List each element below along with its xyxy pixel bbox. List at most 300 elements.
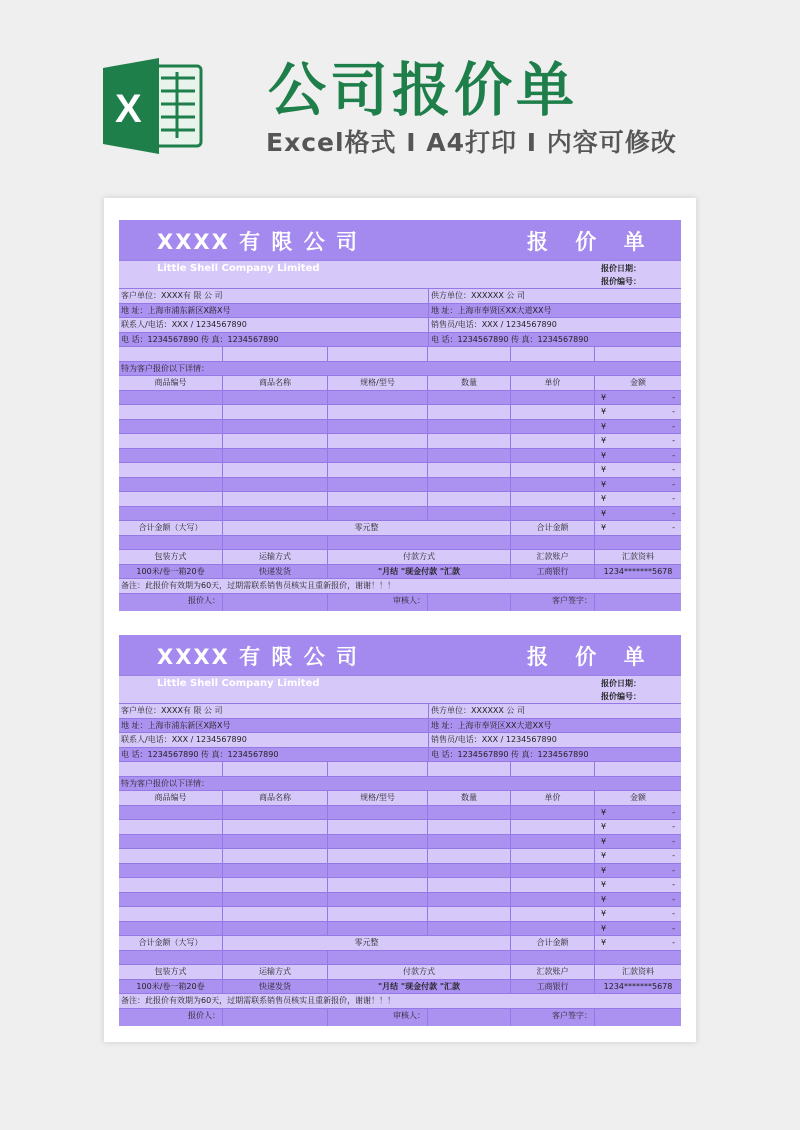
- col-header: 数量: [428, 376, 511, 390]
- quoter-signature[interactable]: [223, 1009, 328, 1026]
- amount-value: -: [672, 436, 675, 445]
- cell[interactable]: [223, 449, 328, 463]
- cell[interactable]: [328, 835, 428, 849]
- currency-symbol: ¥: [601, 880, 607, 889]
- total-amount[interactable]: [595, 521, 681, 535]
- currency-symbol: ¥: [601, 436, 607, 445]
- cell[interactable]: [223, 806, 328, 820]
- cell[interactable]: [328, 391, 428, 405]
- cell[interactable]: [428, 434, 511, 448]
- intro-row: [119, 361, 681, 376]
- cell[interactable]: [119, 434, 223, 448]
- cell[interactable]: [428, 492, 511, 506]
- table-row: [119, 863, 681, 878]
- company-title: XXXX 有 限 公 司: [157, 645, 360, 669]
- amount-value: -: [672, 392, 675, 402]
- amount-value: -: [672, 894, 675, 904]
- cell[interactable]: [119, 492, 223, 506]
- amount-cell[interactable]: [595, 820, 681, 834]
- pay-header: 汇款账户: [511, 550, 595, 564]
- cell[interactable]: [223, 922, 328, 936]
- total-label-2: 合计金额: [511, 936, 595, 950]
- signature-row: [119, 1008, 681, 1026]
- cell[interactable]: [428, 507, 511, 521]
- cell[interactable]: [511, 951, 595, 965]
- amount-cell[interactable]: [595, 806, 681, 820]
- col-header: 商品名称: [223, 376, 328, 390]
- amount-value: -: [672, 494, 675, 503]
- amount-cell[interactable]: [595, 434, 681, 448]
- quote-sheet-1: [119, 220, 681, 611]
- sheet-title-bar: [119, 220, 681, 260]
- quoter-signature[interactable]: [223, 594, 328, 611]
- amount-cell[interactable]: [595, 507, 681, 521]
- empty-row: [119, 950, 681, 965]
- cell[interactable]: [119, 893, 223, 907]
- cell[interactable]: [328, 762, 428, 776]
- remark-row: [119, 578, 681, 593]
- cell[interactable]: [428, 463, 511, 477]
- info-row: [119, 718, 681, 733]
- amount-cell[interactable]: [595, 864, 681, 878]
- cell[interactable]: [428, 864, 511, 878]
- cell[interactable]: [328, 347, 428, 361]
- table-row: [119, 877, 681, 892]
- cell[interactable]: [223, 507, 328, 521]
- cell[interactable]: [428, 922, 511, 936]
- intro-text: 特为客户报价以下详情：: [121, 778, 209, 788]
- cell[interactable]: [119, 907, 223, 921]
- amount-cell[interactable]: [595, 492, 681, 506]
- amount-value: -: [672, 836, 675, 846]
- currency-symbol: ¥: [601, 523, 607, 532]
- amount-value: -: [672, 865, 675, 875]
- amount-value: -: [672, 407, 675, 416]
- cell[interactable]: [119, 820, 223, 834]
- cell[interactable]: [511, 922, 595, 936]
- col-header: 数量: [428, 791, 511, 805]
- supplier-address[interactable]: 地 址：上海市奉贤区XX大道XX号: [431, 720, 552, 730]
- table-row: [119, 892, 681, 907]
- col-header: 金额: [630, 378, 646, 387]
- cell[interactable]: [223, 434, 328, 448]
- cell[interactable]: [511, 820, 595, 834]
- col-header: 商品名称: [223, 791, 328, 805]
- cell[interactable]: [428, 391, 511, 405]
- company-title: XXXX 有 限 公 司: [157, 230, 360, 254]
- customer-address[interactable]: 地 址：上海市浦东新区X路X号: [119, 719, 429, 733]
- cell[interactable]: [119, 507, 223, 521]
- cell[interactable]: [428, 893, 511, 907]
- reviewer-label: 审核人：: [328, 594, 428, 611]
- cell[interactable]: [428, 762, 511, 776]
- packaging-value[interactable]: 100米/卷一箱20卷: [119, 565, 223, 579]
- payment-method-value[interactable]: "月结 "现金付款 "汇款: [328, 565, 511, 579]
- cell[interactable]: [328, 951, 511, 965]
- customer-phone[interactable]: 电 话：1234567890 传 真：1234567890: [119, 748, 429, 762]
- cell[interactable]: [328, 478, 428, 492]
- cell[interactable]: [223, 478, 328, 492]
- cell[interactable]: [511, 391, 595, 405]
- cell[interactable]: [223, 951, 328, 965]
- cell[interactable]: [119, 536, 223, 550]
- cell[interactable]: [119, 951, 223, 965]
- cell[interactable]: [328, 806, 428, 820]
- quote-no-label: 报价编号：: [601, 277, 641, 286]
- cell[interactable]: [328, 507, 428, 521]
- intro-row: [119, 776, 681, 791]
- table-row: [119, 433, 681, 448]
- bank-value[interactable]: 工商银行: [511, 980, 595, 994]
- cell[interactable]: [511, 405, 595, 419]
- remark-row: [119, 993, 681, 1008]
- pay-header: 包装方式: [119, 550, 223, 564]
- cell[interactable]: [328, 820, 428, 834]
- amount-value: -: [672, 465, 675, 474]
- empty-row: [119, 346, 681, 361]
- currency-symbol: ¥: [601, 450, 607, 460]
- col-header: 单价: [511, 376, 595, 390]
- salesperson[interactable]: 销售员/电话：XXX / 1234567890: [431, 320, 557, 329]
- cell[interactable]: [119, 449, 223, 463]
- table-row: [119, 506, 681, 521]
- cell[interactable]: [428, 820, 511, 834]
- currency-symbol: ¥: [601, 807, 607, 817]
- payment-header-row: [119, 549, 681, 564]
- currency-symbol: ¥: [601, 822, 607, 831]
- cell[interactable]: [223, 762, 328, 776]
- table-row: [119, 921, 681, 936]
- shipping-value[interactable]: 快递发货: [223, 980, 328, 994]
- amount-cell[interactable]: [595, 849, 681, 863]
- amount-value: -: [672, 851, 675, 860]
- cell[interactable]: [119, 405, 223, 419]
- pay-header: 付款方式: [328, 550, 511, 564]
- cell[interactable]: [223, 536, 328, 550]
- english-name-bar: [119, 260, 681, 288]
- item-rows: [119, 390, 681, 521]
- cell[interactable]: [595, 951, 681, 965]
- cell[interactable]: [223, 420, 328, 434]
- amount-value: -: [672, 938, 675, 947]
- excel-icon: [103, 58, 203, 154]
- cell[interactable]: [428, 478, 511, 492]
- info-row: [119, 703, 681, 718]
- cell[interactable]: [119, 463, 223, 477]
- remark-text: 备注：此报价有效期为60天，过期需联系销售员核实且重新报价，谢谢！！！: [121, 581, 396, 590]
- amount-cell[interactable]: [595, 463, 681, 477]
- table-row: [119, 462, 681, 477]
- amount-cell[interactable]: [595, 893, 681, 907]
- total-amount[interactable]: [595, 936, 681, 950]
- cell[interactable]: [119, 849, 223, 863]
- cell[interactable]: [328, 922, 428, 936]
- cell[interactable]: [328, 463, 428, 477]
- supplier-address[interactable]: 地 址：上海市奉贤区XX大道XX号: [431, 305, 552, 315]
- table-row: [119, 491, 681, 506]
- cell[interactable]: [223, 463, 328, 477]
- cell[interactable]: [328, 849, 428, 863]
- table-row: [119, 906, 681, 921]
- shipping-value[interactable]: 快递发货: [223, 565, 328, 579]
- amount-cell[interactable]: [595, 478, 681, 492]
- cell[interactable]: [223, 347, 328, 361]
- info-row: [119, 332, 681, 347]
- col-header: 商品编号: [119, 376, 223, 390]
- cell[interactable]: [511, 507, 595, 521]
- payment-method-value[interactable]: "月结 "现金付款 "汇款: [328, 980, 511, 994]
- total-row: [119, 520, 681, 535]
- cell[interactable]: [223, 820, 328, 834]
- cell[interactable]: [428, 347, 511, 361]
- remark-text: 备注：此报价有效期为60天，过期需联系销售员核实且重新报价，谢谢！！！: [121, 996, 396, 1005]
- payment-value-row: [119, 979, 681, 994]
- amount-value: -: [672, 523, 675, 532]
- cell[interactable]: [328, 449, 428, 463]
- info-row: [119, 732, 681, 747]
- currency-symbol: ¥: [601, 407, 607, 416]
- client-signature[interactable]: [595, 594, 681, 611]
- english-company-name: Little Shell Company Limited: [157, 263, 320, 274]
- cell[interactable]: [511, 449, 595, 463]
- table-row: [119, 390, 681, 405]
- column-header-row: [119, 375, 681, 390]
- page-title: 公司报价单: [268, 56, 579, 124]
- total-label: 合计金额（大写）: [119, 521, 223, 535]
- currency-symbol: ¥: [601, 894, 607, 904]
- col-header: 商品编号: [119, 791, 223, 805]
- table-row: [119, 805, 681, 820]
- amount-value: -: [672, 508, 675, 518]
- cell[interactable]: [328, 907, 428, 921]
- cell[interactable]: [223, 492, 328, 506]
- cell[interactable]: [223, 893, 328, 907]
- cell[interactable]: [428, 405, 511, 419]
- amount-cell[interactable]: [595, 449, 681, 463]
- cell[interactable]: [511, 463, 595, 477]
- cell[interactable]: [223, 864, 328, 878]
- sheet-title-bar: [119, 635, 681, 675]
- table-row: [119, 834, 681, 849]
- account-value[interactable]: 1234*******5678: [603, 981, 673, 991]
- pay-header: 运输方式: [223, 550, 328, 564]
- cell[interactable]: [511, 492, 595, 506]
- cell[interactable]: [119, 420, 223, 434]
- cell[interactable]: [119, 347, 223, 361]
- amount-cell[interactable]: [595, 420, 681, 434]
- cell[interactable]: [119, 864, 223, 878]
- supplier-unit[interactable]: 供方单位：XXXXXX 公 司: [431, 291, 525, 300]
- total-label-2: 合计金额: [511, 521, 595, 535]
- cell[interactable]: [428, 420, 511, 434]
- pay-header: 运输方式: [223, 965, 328, 979]
- table-row: [119, 419, 681, 434]
- payment-value-row: [119, 564, 681, 579]
- payment-header-row: [119, 964, 681, 979]
- customer-contact[interactable]: 联系人/电话：XXX / 1234567890: [119, 733, 429, 747]
- currency-symbol: ¥: [601, 923, 607, 933]
- cell[interactable]: [511, 536, 595, 550]
- amount-value: -: [672, 479, 675, 489]
- cell[interactable]: [511, 893, 595, 907]
- salesperson[interactable]: 销售员/电话：XXX / 1234567890: [431, 735, 557, 744]
- cell[interactable]: [428, 849, 511, 863]
- cell[interactable]: [223, 907, 328, 921]
- cell[interactable]: [328, 492, 428, 506]
- cell[interactable]: [428, 806, 511, 820]
- doc-title: 报 价 单: [527, 645, 655, 669]
- amount-cell[interactable]: [595, 922, 681, 936]
- customer-unit[interactable]: 客户单位：XXXX有 限 公 司: [119, 704, 429, 718]
- bank-value[interactable]: 工商银行: [511, 565, 595, 579]
- amount-value: -: [672, 822, 675, 831]
- amount-cell[interactable]: [595, 835, 681, 849]
- packaging-value[interactable]: 100米/卷一箱20卷: [119, 980, 223, 994]
- total-words[interactable]: 零元整: [223, 521, 511, 535]
- col-header: 规格/型号: [328, 376, 428, 390]
- total-words[interactable]: 零元整: [223, 936, 511, 950]
- cell[interactable]: [511, 907, 595, 921]
- currency-symbol: ¥: [601, 909, 607, 918]
- client-sign-label: 客户签字：: [511, 1009, 595, 1026]
- info-row: [119, 747, 681, 762]
- cell[interactable]: [119, 922, 223, 936]
- pay-header: 汇款账户: [511, 965, 595, 979]
- cell[interactable]: [595, 762, 681, 776]
- cell[interactable]: [428, 878, 511, 892]
- cell[interactable]: [511, 878, 595, 892]
- currency-symbol: ¥: [601, 465, 607, 474]
- cell[interactable]: [511, 849, 595, 863]
- cell[interactable]: [511, 434, 595, 448]
- amount-value: -: [672, 909, 675, 918]
- quote-date-label: 报价日期：: [601, 679, 641, 688]
- customer-contact[interactable]: 联系人/电话：XXX / 1234567890: [119, 318, 429, 332]
- empty-row: [119, 535, 681, 550]
- cell[interactable]: [328, 893, 428, 907]
- total-row: [119, 935, 681, 950]
- col-header: 金额: [630, 793, 646, 802]
- cell[interactable]: [511, 864, 595, 878]
- cell[interactable]: [328, 420, 428, 434]
- table-row: [119, 819, 681, 834]
- cell[interactable]: [119, 391, 223, 405]
- customer-address[interactable]: 地 址：上海市浦东新区X路X号: [119, 304, 429, 318]
- supplier-unit[interactable]: 供方单位：XXXXXX 公 司: [431, 706, 525, 715]
- customer-phone[interactable]: 电 话：1234567890 传 真：1234567890: [119, 333, 429, 347]
- client-sign-label: 客户签字：: [511, 594, 595, 611]
- amount-cell[interactable]: [595, 907, 681, 921]
- currency-symbol: ¥: [601, 508, 607, 518]
- cell[interactable]: [328, 864, 428, 878]
- quote-no-label: 报价编号：: [601, 692, 641, 701]
- cell[interactable]: [328, 434, 428, 448]
- quoter-label: 报价人：: [119, 1009, 223, 1026]
- table-row: [119, 848, 681, 863]
- col-header: 规格/型号: [328, 791, 428, 805]
- amount-value: -: [672, 880, 675, 889]
- cell[interactable]: [595, 536, 681, 550]
- empty-row: [119, 761, 681, 776]
- pay-header: 汇款资料: [622, 967, 654, 976]
- cell[interactable]: [223, 849, 328, 863]
- cell[interactable]: [119, 762, 223, 776]
- quoter-label: 报价人：: [119, 594, 223, 611]
- cell[interactable]: [328, 536, 511, 550]
- cell[interactable]: [119, 878, 223, 892]
- currency-symbol: ¥: [601, 479, 607, 489]
- table-row: [119, 477, 681, 492]
- cell[interactable]: [119, 478, 223, 492]
- amount-cell[interactable]: [595, 878, 681, 892]
- cell[interactable]: [119, 835, 223, 849]
- quote-sheet-2: [119, 635, 681, 1026]
- reviewer-signature[interactable]: [428, 594, 511, 611]
- cell[interactable]: [328, 878, 428, 892]
- cell[interactable]: [511, 420, 595, 434]
- cell[interactable]: [511, 762, 595, 776]
- amount-cell[interactable]: [595, 391, 681, 405]
- cell[interactable]: [328, 405, 428, 419]
- amount-value: -: [672, 923, 675, 933]
- table-row: [119, 404, 681, 419]
- account-value[interactable]: 1234*******5678: [603, 566, 673, 576]
- signature-row: [119, 593, 681, 611]
- currency-symbol: ¥: [601, 392, 607, 402]
- cell[interactable]: [511, 835, 595, 849]
- supplier-phone[interactable]: 电 话：1234567890 传 真：1234567890: [431, 334, 589, 344]
- currency-symbol: ¥: [601, 851, 607, 860]
- supplier-phone[interactable]: 电 话：1234567890 传 真：1234567890: [431, 749, 589, 759]
- cell[interactable]: [223, 391, 328, 405]
- intro-text: 特为客户报价以下详情：: [121, 363, 209, 373]
- column-header-row: [119, 790, 681, 805]
- cell[interactable]: [511, 806, 595, 820]
- english-company-name: Little Shell Company Limited: [157, 678, 320, 689]
- cell[interactable]: [223, 878, 328, 892]
- amount-value: -: [672, 421, 675, 431]
- table-row: [119, 448, 681, 463]
- reviewer-label: 审核人：: [328, 1009, 428, 1026]
- info-row: [119, 288, 681, 303]
- amount-value: -: [672, 807, 675, 817]
- pay-header: 包装方式: [119, 965, 223, 979]
- pay-header: 汇款资料: [622, 552, 654, 561]
- currency-symbol: ¥: [601, 494, 607, 503]
- page-subtitle: Excel格式 I A4打印 I 内容可修改: [266, 128, 677, 157]
- cell[interactable]: [595, 347, 681, 361]
- cell[interactable]: [511, 347, 595, 361]
- currency-symbol: ¥: [601, 421, 607, 431]
- cell[interactable]: [511, 478, 595, 492]
- cell[interactable]: [223, 835, 328, 849]
- cell[interactable]: [223, 405, 328, 419]
- info-row: [119, 303, 681, 318]
- pay-header: 付款方式: [328, 965, 511, 979]
- currency-symbol: ¥: [601, 865, 607, 875]
- reviewer-signature[interactable]: [428, 1009, 511, 1026]
- cell[interactable]: [428, 449, 511, 463]
- amount-cell[interactable]: [595, 405, 681, 419]
- item-rows: [119, 805, 681, 936]
- cell[interactable]: [428, 907, 511, 921]
- cell[interactable]: [119, 806, 223, 820]
- cell[interactable]: [428, 835, 511, 849]
- currency-symbol: ¥: [601, 938, 607, 947]
- english-name-bar: [119, 675, 681, 703]
- client-signature[interactable]: [595, 1009, 681, 1026]
- customer-unit[interactable]: 客户单位：XXXX有 限 公 司: [119, 289, 429, 303]
